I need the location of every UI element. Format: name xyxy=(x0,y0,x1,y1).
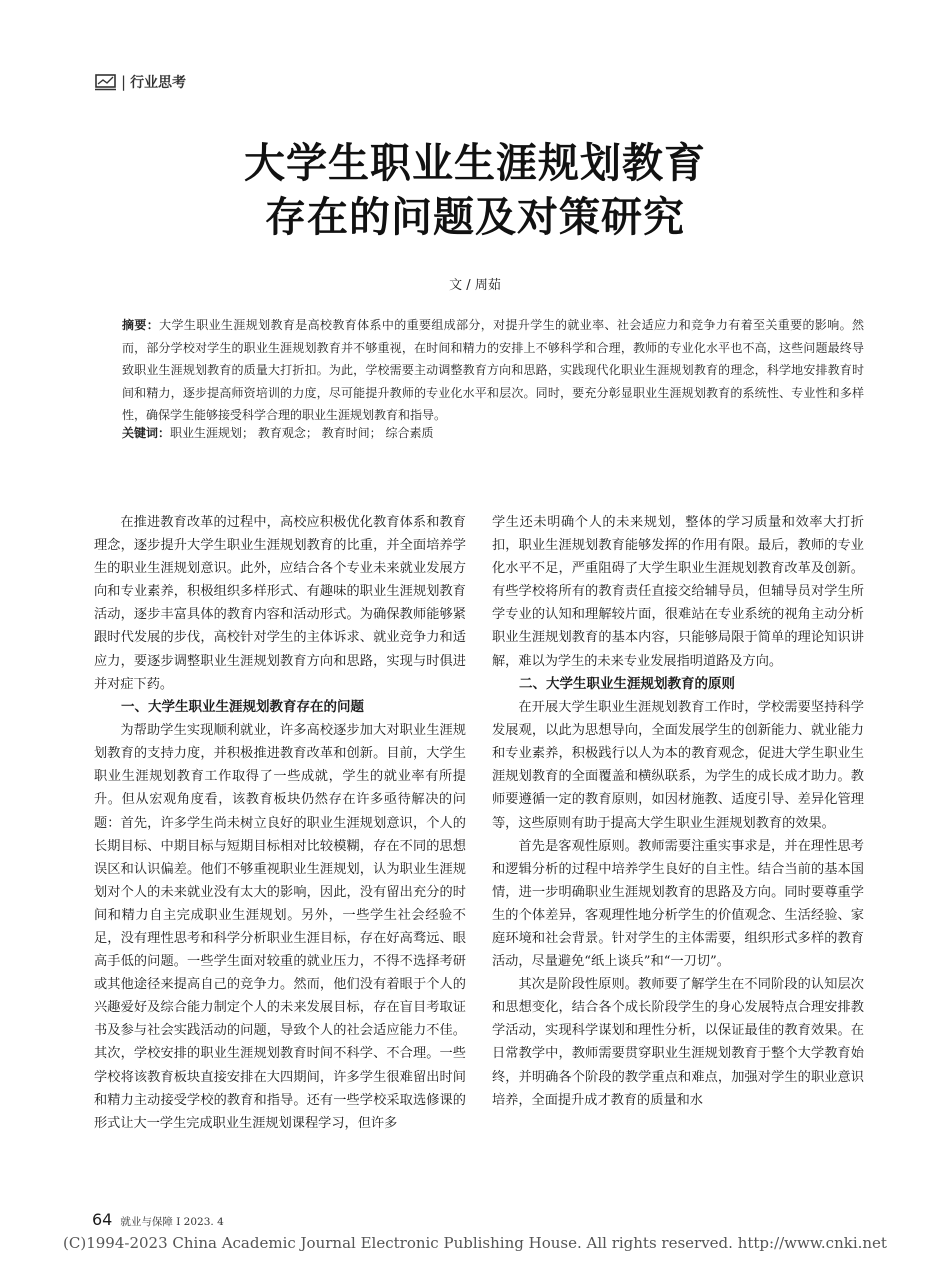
right-column xyxy=(492,511,864,1112)
abstract-label: 摘要： xyxy=(122,318,160,332)
objectivity-paragraph: 首先是客观性原则。教师需要注重实事求是，并在理性思考和逻辑分析的过程中培养学生良好的自主性。结合当前的基本国情，进一步明确职业生涯规划教育的思路及方向。同时要尊重学生的个体差异，客观理性地分析学生的价值观念、生活经验、家庭环境和社会背景。针对学生的主体需要，组织形式多样的教育活动，尽量避免“纸上谈兵”和“一刀切”。 xyxy=(492,838,864,970)
keywords xyxy=(122,422,864,444)
journal-info: 就业与保障 I 2023. 4 xyxy=(120,1216,224,1228)
title-line-1: 大学生职业生涯规划教育 xyxy=(244,139,706,187)
section-heading-2: 二、大学生职业生涯规划教育的原则 xyxy=(519,675,735,692)
abstract-text: 大学生职业生涯规划教育是高校教育体系中的重要组成部分，对提升学生的就业率、社会适应力和竞争力有着至关重要的影响。然而，部分学校对学生的职业生涯规划教育并不够重视，在时间和精力的安排上不够科学和合理，教师的专业化水平也不高，这些问题最终导致职业生涯规划教育的质量大打折扣。为此，学校需要主动调整教育方向和思路，实践现代化职业生涯规划教育的理念，科学地安排教育时间和精力，逐步提高师资培训的力度，尽可能提升教师的专业化水平和层次。同时，要充分彰显职业生涯规划教育的系统性、专业性和多样性，确保学生能够接受科学合理的职业生涯规划教育和指导。 xyxy=(122,318,864,423)
page-footer xyxy=(92,1210,224,1229)
left-column xyxy=(94,511,466,1135)
author-line: 文 / 周茹 xyxy=(449,278,501,293)
article-title xyxy=(0,136,950,244)
intro-paragraph: 在推进教育改革的过程中，高校应积极优化教育体系和教育理念，逐步提升大学生职业生涯规划教育的比重，并全面培养学生的职业生涯规划意识。此外，应结合各个专业未来就业发展方向和专业素养，积极组织多样形式、有趣味的职业生涯规划教育活动，逐步丰富具体的教育内容和活动形式。为确保教师能够紧跟时代发展的步伐，高校针对学生的主体诉求、就业竞争力和适应力，要逐步调整职业生涯规划教育方向和思路，实现与时俱进并对症下药。 xyxy=(94,515,466,692)
principles-paragraph: 在开展大学生职业生涯规划教育工作时，学校需要坚持科学发展观，以此为思想导向，全面发展学生的创新能力、就业能力和专业素养，积极践行以人为本的教育观念，促进大学生职业生涯规划教育的全面覆盖和横纵联系，为学生的成长成才助力。教师要遵循一定的教育原则，如因材施教、适度引导、差异化管理等，这些原则有助于提高大学生职业生涯规划教育的效果。 xyxy=(492,700,864,831)
chart-icon xyxy=(95,74,116,91)
section-header xyxy=(95,72,186,92)
continued-paragraph: 学生还未明确个人的未来规划，整体的学习质量和效率大打折扣，职业生涯规划教育能够发挥的作用有限。最后，教师的专业化水平不足，严重阻碍了大学生职业生涯规划教育改革及创新。有些学校将所有的教育责任直接交给辅导员，但辅导员对学生所学专业的认知和理解较片面，很难站在专业系统的视角主动分析职业生涯规划教育的基本内容，只能够局限于简单的理论知识讲解，难以为学生的未来专业发展指明道路及方向。 xyxy=(492,515,864,669)
header-divider: | xyxy=(121,73,127,91)
copyright-notice: (C)1994-2023 China Academic Journal Electronic Publishing House. All rights reserved. http://www.cnki.net xyxy=(63,1234,887,1252)
stage-paragraph: 其次是阶段性原则。教师要了解学生在不同阶段的认知层次和思想变化，结合各个成长阶段学生的身心发展特点合理安排教学活动，实现科学谋划和理性分析，以保证最佳的教育效果。在日常教学中，教师需要贯穿职业生涯规划教育于整个大学教育始终，并明确各个阶段的教学重点和难点，加强对学生的职业意识培养，全面提升成才教育的质量和水 xyxy=(492,977,864,1108)
page-number: 64 xyxy=(92,1210,113,1229)
section-label: 行业思考 xyxy=(130,75,187,91)
section-heading-1: 一、大学生职业生涯规划教育存在的问题 xyxy=(121,698,364,715)
title-line-2: 存在的问题及对策研究 xyxy=(265,193,685,241)
keywords-text: 职业生涯规划； 教育观念； 教育时间； 综合素质 xyxy=(170,426,434,440)
keywords-label: 关键词： xyxy=(122,426,171,440)
problems-paragraph: 为帮助学生实现顺利就业，许多高校逐步加大对职业生涯规划教育的支持力度，并积极推进教育改革和创新。目前，大学生职业生涯规划教育工作取得了一些成就，学生的就业率有所提升。但从宏观角度看，该教育板块仍然存在许多亟待解决的问题：首先，许多学生尚未树立良好的职业生涯规划意识，个人的长期目标、中期目标与短期目标相对比较模糊，存在不同的思想误区和认识偏差。他们不够重视职业生涯规划，认为职业生涯规划对个人的未来就业没有太大的影响，因此，没有留出充分的时间和精力自主完成职业生涯规划。另外，一些学生社会经验不足，没有理性思考和科学分析职业生涯目标，存在好高骛远、眼高手低的问题。一些学生面对较重的就业压力，不得不选择考研或其他途径来提高自己的竞争力。然而，他们没有着眼于个人的兴趣爱好及综合能力制定个人的未来发展目标，存在盲目考取证书及参与社会实践活动的问题，导致个人的社会适应能力不佳。其次，学校安排的职业生涯规划教育时间不科学、不合理。一些学校将该教育板块直接安排在大四期间，许多学生很难留出时间和精力主动接受学校的教育和指导。还有一些学校采取选修课的形式让大一学生完成职业生涯规划课程学习，但许多 xyxy=(94,723,466,1131)
abstract xyxy=(122,314,864,427)
